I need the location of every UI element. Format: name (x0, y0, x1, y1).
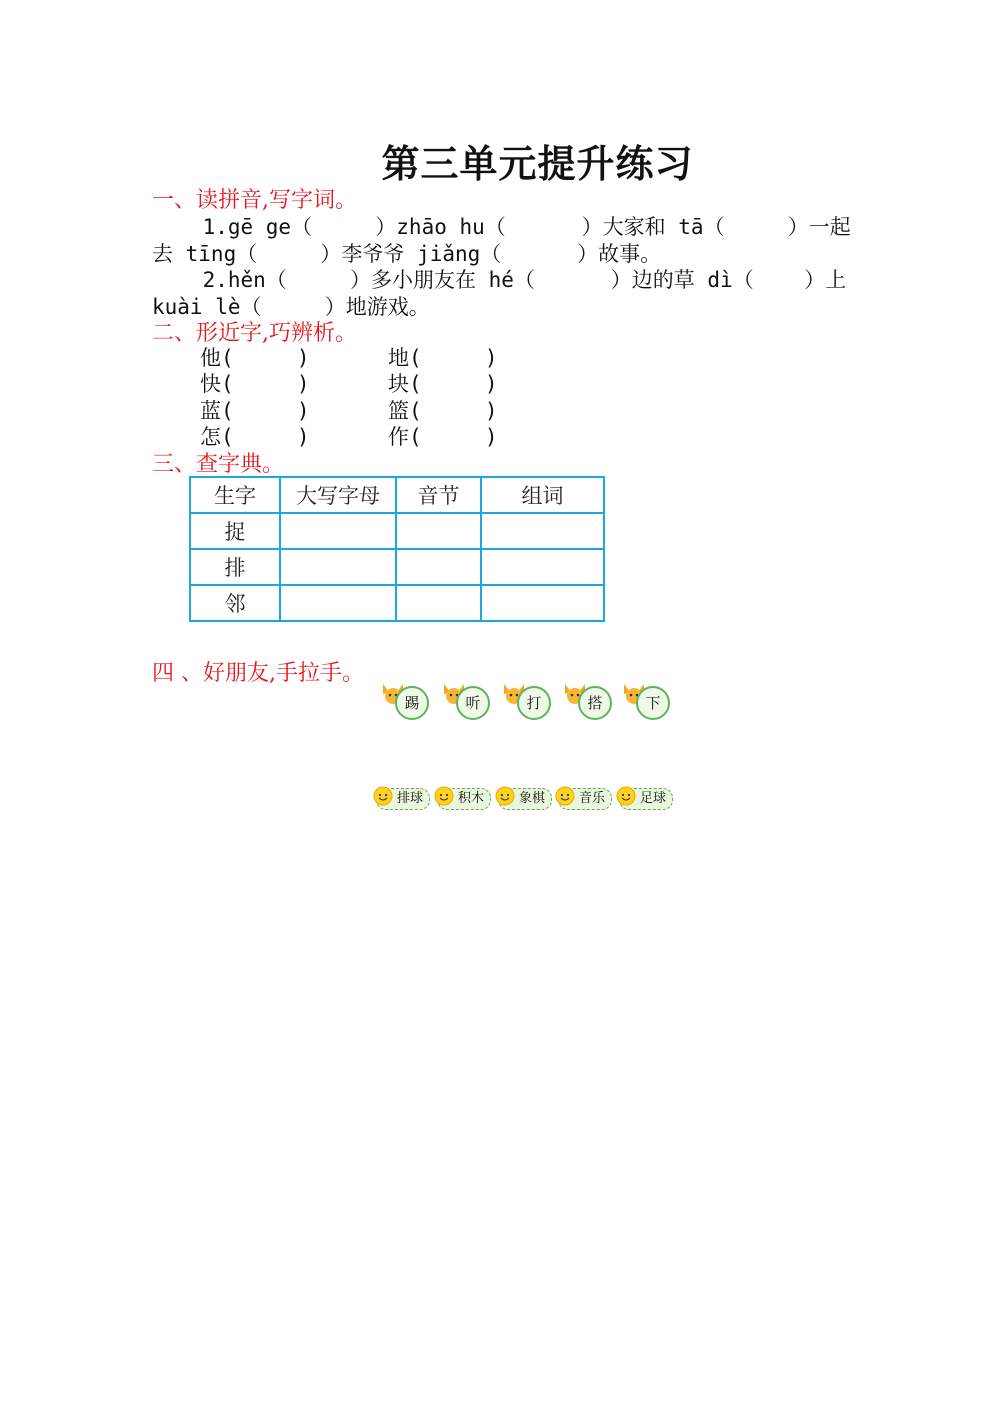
pair-right-3: 篮( ) (388, 399, 498, 423)
page-title: 第三单元提升练习 (381, 141, 694, 186)
noun-pill[interactable]: 积木 (437, 788, 491, 810)
sun-face-icon (615, 785, 637, 807)
header-cell: 音节 (396, 477, 481, 513)
noun-pill[interactable]: 象棋 (498, 788, 552, 810)
section1-line-2: 去 tīng（ ）李爷爷 jiǎng（ ）故事。 (152, 242, 662, 266)
section2-heading: 二、形近字,巧辨析。 (152, 321, 357, 346)
section1-heading: 一、读拼音,写字词。 (152, 188, 357, 213)
answer-cell[interactable] (481, 585, 604, 621)
header-cell: 大写字母 (280, 477, 396, 513)
pair-left-3: 蓝( ) (200, 399, 310, 423)
table-row (190, 513, 604, 549)
dictionary-table (189, 476, 605, 622)
section3-heading: 三、查字典。 (152, 452, 285, 477)
section4-heading: 四 、好朋友,手拉手。 (152, 661, 364, 686)
pair-right-4: 作( ) (388, 425, 498, 449)
verb-bubble[interactable]: 踢 (395, 686, 429, 720)
pair-left-4: 怎( ) (200, 425, 310, 449)
pair-left-2: 快( ) (200, 372, 310, 396)
answer-cell[interactable] (280, 513, 396, 549)
header-cell: 生字 (190, 477, 280, 513)
table-header-row (190, 477, 604, 513)
verb-bubble[interactable]: 搭 (578, 686, 612, 720)
pair-right-2: 块( ) (388, 372, 498, 396)
verb-bubble[interactable]: 打 (517, 686, 551, 720)
pair-left-1: 他( ) (200, 346, 310, 370)
char-cell: 排 (190, 549, 280, 585)
sun-face-icon (494, 785, 516, 807)
answer-cell[interactable] (481, 549, 604, 585)
pair-right-1: 地( ) (388, 346, 498, 370)
noun-pill[interactable]: 音乐 (558, 788, 612, 810)
answer-cell[interactable] (280, 585, 396, 621)
table-row (190, 549, 604, 585)
section1-line-4: kuài lè（ ）地游戏。 (152, 295, 430, 319)
verb-bubble[interactable]: 听 (456, 686, 490, 720)
noun-pill[interactable]: 足球 (619, 788, 673, 810)
char-cell: 邻 (190, 585, 280, 621)
sun-face-icon (433, 785, 455, 807)
verb-bubble[interactable]: 下 (636, 686, 670, 720)
section1-line-3: 2.hěn（ ）多小朋友在 hé（ ）边的草 dì（ ）上 (152, 268, 847, 292)
char-cell: 捉 (190, 513, 280, 549)
answer-cell[interactable] (396, 513, 481, 549)
sun-face-icon (372, 785, 394, 807)
answer-cell[interactable] (396, 549, 481, 585)
answer-cell[interactable] (396, 585, 481, 621)
section1-line-1: 1.gē ge（ ）zhāo hu（ ）大家和 tā（ ）一起 (152, 215, 851, 239)
table-row (190, 585, 604, 621)
sun-face-icon (554, 785, 576, 807)
noun-pill[interactable]: 排球 (376, 788, 430, 810)
answer-cell[interactable] (280, 549, 396, 585)
answer-cell[interactable] (481, 513, 604, 549)
header-cell: 组词 (481, 477, 604, 513)
